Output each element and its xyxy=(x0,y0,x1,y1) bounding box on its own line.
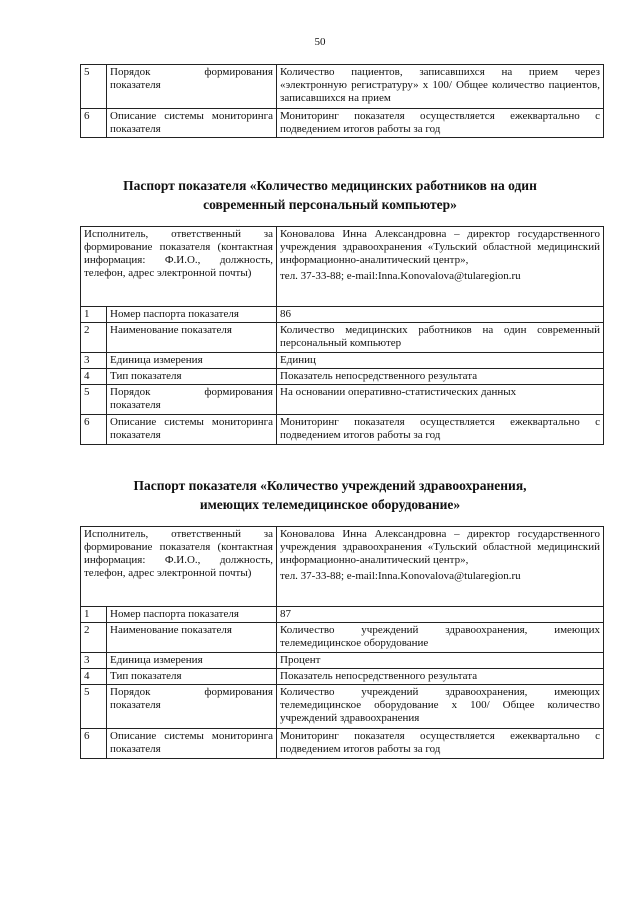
indicator-passport-table xyxy=(80,526,604,759)
row-name: Номер паспорта показателя xyxy=(107,307,277,323)
table-row xyxy=(81,415,604,445)
row-number: 4 xyxy=(81,369,107,385)
row-name: Тип показателя xyxy=(107,669,277,685)
row-name: Порядок формирования показателя xyxy=(107,685,277,729)
executor-name: Коновалова Инна Александровна – директор государственного учреждения здравоохранения «Тульский областной медицинский информационно-аналитический центр», xyxy=(280,528,600,566)
executor-contact: тел. 37-33-88; e-mail:Inna.Konovalova@tularegion.ru xyxy=(280,270,521,282)
row-value: Показатель непосредственного результата xyxy=(277,669,604,685)
section-title-line: имеющих телемедицинское оборудование» xyxy=(199,497,461,512)
table-row xyxy=(81,607,604,623)
table-row xyxy=(81,109,604,138)
table-row xyxy=(81,385,604,415)
row-number: 3 xyxy=(81,353,107,369)
row-name: Тип показателя xyxy=(107,369,277,385)
row-number: 5 xyxy=(81,685,107,729)
row-value: Количество медицинских работников на один современный персональный компьютер xyxy=(277,323,604,353)
row-name: Описание системы мониторинга показателя xyxy=(107,729,277,759)
row-number: 4 xyxy=(81,669,107,685)
row-number: 5 xyxy=(81,65,107,109)
table-row xyxy=(81,65,604,109)
table-row xyxy=(81,353,604,369)
section-title-line: Паспорт показателя «Количество учреждений здравоохранения, xyxy=(133,478,527,493)
continuation-table xyxy=(80,64,604,138)
row-number: 2 xyxy=(81,323,107,353)
executor-name: Коновалова Инна Александровна – директор государственного учреждения здравоохранения «Тульский областной медицинский информационно-аналитический центр», xyxy=(280,228,600,266)
executor-value xyxy=(277,527,604,607)
row-value: Процент xyxy=(277,653,604,669)
row-value: Мониторинг показателя осуществляется ежеквартально с подведением итогов работы за год xyxy=(277,109,604,138)
table-row xyxy=(81,653,604,669)
table-row xyxy=(81,227,604,307)
row-number: 1 xyxy=(81,607,107,623)
table-row xyxy=(81,685,604,729)
section-title-line: современный персональный компьютер» xyxy=(203,197,457,212)
executor-contact: тел. 37-33-88; e-mail:Inna.Konovalova@tularegion.ru xyxy=(280,570,521,582)
row-value: Количество пациентов, записавшихся на прием через «электронную регистратуру» х 100/ Общее количество пациентов, записавшихся на прием xyxy=(277,65,604,109)
row-name: Порядок формирования показателя xyxy=(107,65,277,109)
row-value: Количество учреждений здравоохранения, имеющих телемедицинское оборудование xyxy=(277,623,604,653)
row-number: 1 xyxy=(81,307,107,323)
row-name: Описание системы мониторинга показателя xyxy=(107,415,277,445)
table-row xyxy=(81,527,604,607)
executor-label: Исполнитель, ответственный за формирование показателя (контактная информация: Ф.И.О., должность, телефон, адрес электронной почты) xyxy=(81,227,277,307)
section-title-line: Паспорт показателя «Количество медицинских работников на один xyxy=(123,178,537,193)
section-title xyxy=(80,176,580,214)
table-row xyxy=(81,623,604,653)
row-name: Порядок формирования показателя xyxy=(107,385,277,415)
row-name: Наименование показателя xyxy=(107,623,277,653)
page-number: 50 xyxy=(314,36,326,48)
row-value: Мониторинг показателя осуществляется ежеквартально с подведением итогов работы за год xyxy=(277,415,604,445)
row-name: Номер паспорта показателя xyxy=(107,607,277,623)
row-value: 87 xyxy=(277,607,604,623)
row-value: Показатель непосредственного результата xyxy=(277,369,604,385)
table-row xyxy=(81,307,604,323)
row-value: Мониторинг показателя осуществляется ежеквартально с подведением итогов работы за год xyxy=(277,729,604,759)
table-row xyxy=(81,669,604,685)
row-value: Количество учреждений здравоохранения, имеющих телемедицинское оборудование х 100/ Общее количество учреждений здравоохранения xyxy=(277,685,604,729)
row-number: 5 xyxy=(81,385,107,415)
executor-label: Исполнитель, ответственный за формирование показателя (контактная информация: Ф.И.О., должность, телефон, адрес электронной почты) xyxy=(81,527,277,607)
row-name: Единица измерения xyxy=(107,353,277,369)
table-row xyxy=(81,323,604,353)
section-title xyxy=(80,476,580,514)
executor-value xyxy=(277,227,604,307)
row-number: 3 xyxy=(81,653,107,669)
row-number: 2 xyxy=(81,623,107,653)
row-name: Единица измерения xyxy=(107,653,277,669)
indicator-passport-table xyxy=(80,226,604,445)
row-name: Наименование показателя xyxy=(107,323,277,353)
row-name: Описание системы мониторинга показателя xyxy=(107,109,277,138)
row-value: 86 xyxy=(277,307,604,323)
row-number: 6 xyxy=(81,729,107,759)
table-row xyxy=(81,729,604,759)
row-value: На основании оперативно-статистических данных xyxy=(277,385,604,415)
table-row xyxy=(81,369,604,385)
row-number: 6 xyxy=(81,415,107,445)
row-number: 6 xyxy=(81,109,107,138)
row-value: Единиц xyxy=(277,353,604,369)
